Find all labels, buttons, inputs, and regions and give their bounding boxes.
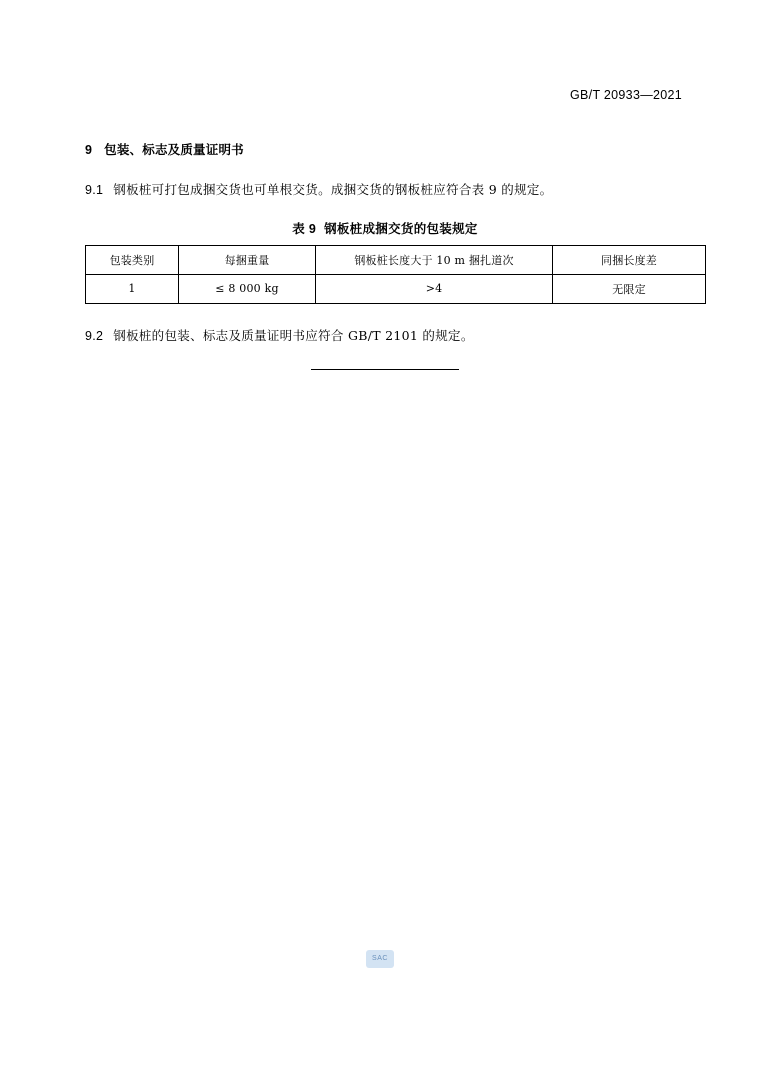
table-cell-length-difference: 无限定	[553, 274, 706, 303]
table-header	[86, 245, 706, 274]
packaging-spec-table	[85, 245, 706, 304]
paragraph-number: 9.2	[85, 328, 104, 343]
clause-title: 包装、标志及质量证明书	[104, 143, 244, 157]
page-header-standard-id: GB/T 20933—2021	[570, 88, 682, 102]
paragraph-9-1	[85, 180, 685, 201]
table-header-cell-length-difference: 同捆长度差	[553, 245, 706, 274]
table-row	[86, 274, 706, 303]
table-cell-bundle-weight: ≤ 8 000 kg	[179, 274, 316, 303]
paragraph-9-2	[85, 326, 685, 347]
page-content	[85, 140, 685, 370]
table-header-cell-binding-passes: 钢板桩长度大于 10 m 捆扎道次	[316, 245, 553, 274]
table-caption-title: 钢板桩成捆交货的包装规定	[324, 221, 478, 236]
section-end-rule	[311, 369, 459, 370]
table-cell-packaging-category: 1	[86, 274, 179, 303]
table-header-cell-packaging-category: 包装类别	[86, 245, 179, 274]
paragraph-text: 钢板桩可打包成捆交货也可单根交货。成捆交货的钢板桩应符合表 9 的规定。	[113, 182, 553, 197]
paragraph-text: 钢板桩的包装、标志及质量证明书应符合 GB/T 2101 的规定。	[113, 327, 474, 343]
paragraph-number: 9.1	[85, 183, 104, 197]
table-caption-label: 表 9	[292, 221, 317, 236]
table-header-cell-bundle-weight: 每捆重量	[179, 245, 316, 274]
footer-watermark-logo: SAC	[366, 950, 394, 968]
table-caption	[85, 219, 685, 237]
table-body	[86, 274, 706, 303]
clause-number: 9	[85, 143, 93, 157]
table-cell-binding-passes: >4	[316, 274, 553, 303]
table-header-row	[86, 245, 706, 274]
clause-heading	[85, 140, 685, 158]
